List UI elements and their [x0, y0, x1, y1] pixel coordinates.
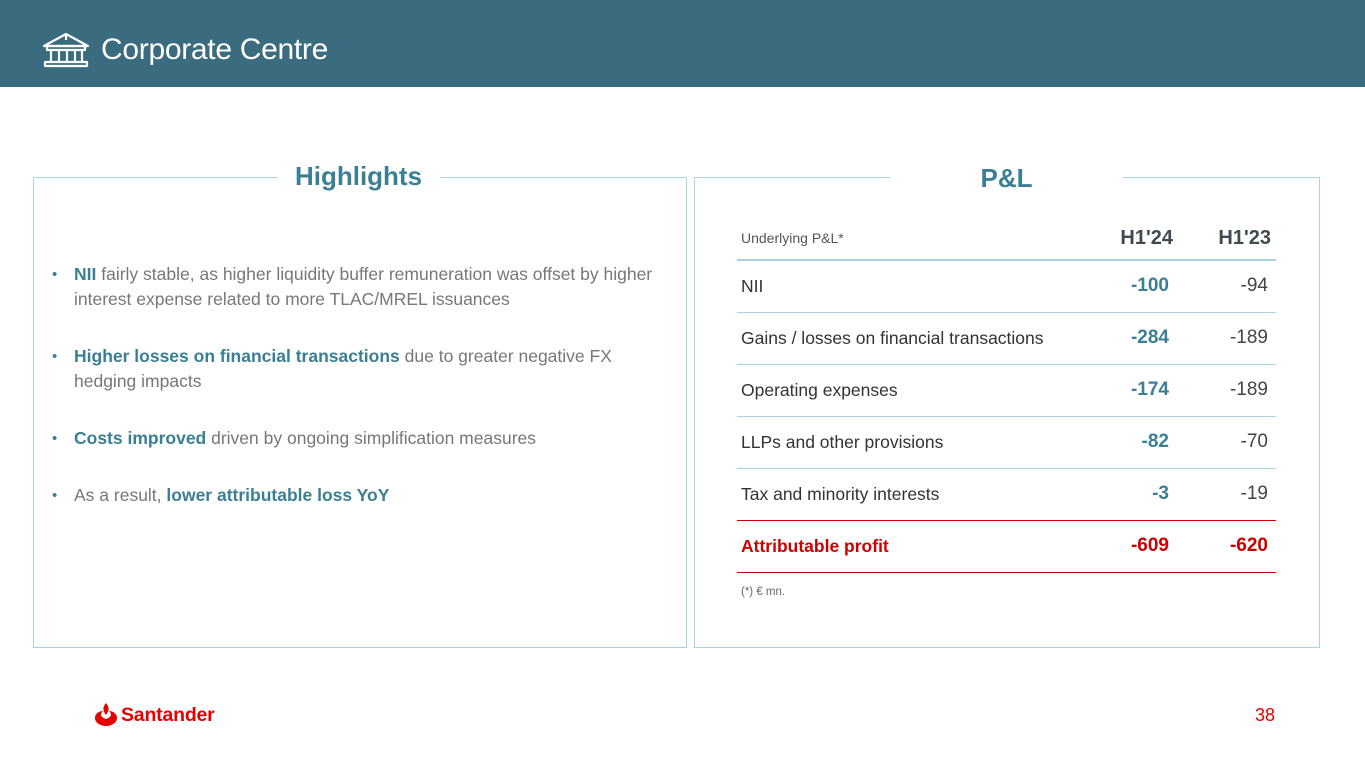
building-icon: [41, 30, 91, 68]
header-bar: [0, 0, 1365, 87]
column-header-h124: H1'24: [1120, 227, 1173, 249]
highlight-item: • NII fairly stable, as higher liquidity buffer remuneration was offset by higher interest expense related to more TLAC/MREL issuances: [52, 264, 653, 309]
highlight-item: • Costs improved driven by ongoing simplification measures: [52, 426, 662, 451]
table-row: Tax and minority interests -3 -19: [737, 469, 1276, 521]
santander-logo: [93, 701, 233, 729]
table-label: Underlying P&L*: [741, 230, 844, 246]
table-row: NII -100 -94: [737, 261, 1276, 313]
page-number: 38: [1254, 705, 1275, 725]
column-header-h123: H1'23: [1218, 227, 1271, 249]
page-title: Corporate Centre: [101, 33, 328, 66]
table-header: [737, 222, 1276, 261]
santander-flame-icon: [93, 702, 119, 728]
table-row: LLPs and other provisions -82 -70: [737, 417, 1276, 469]
table-row: Operating expenses -174 -189: [737, 365, 1276, 417]
bullet-dot-icon: •: [52, 430, 58, 447]
bullet-dot-icon: •: [52, 348, 58, 365]
total-row: Attributable profit -609 -620: [737, 520, 1276, 573]
table-row: Gains / losses on financial transactions -284 -189: [737, 313, 1276, 365]
bullet-dot-icon: •: [52, 266, 58, 283]
highlights-list: [52, 262, 662, 540]
pl-title: P&L: [890, 161, 1123, 195]
highlights-title: Highlights: [277, 159, 440, 193]
bullet-dot-icon: •: [52, 487, 58, 504]
highlight-item: • Higher losses on financial transactions due to greater negative FX hedging impacts: [52, 346, 612, 391]
highlight-item: • As a result, lower attributable loss YoY: [52, 483, 662, 508]
logo-text: Santander: [121, 704, 215, 726]
pl-table: [737, 222, 1276, 573]
footnote: (*) € mn.: [741, 586, 786, 598]
